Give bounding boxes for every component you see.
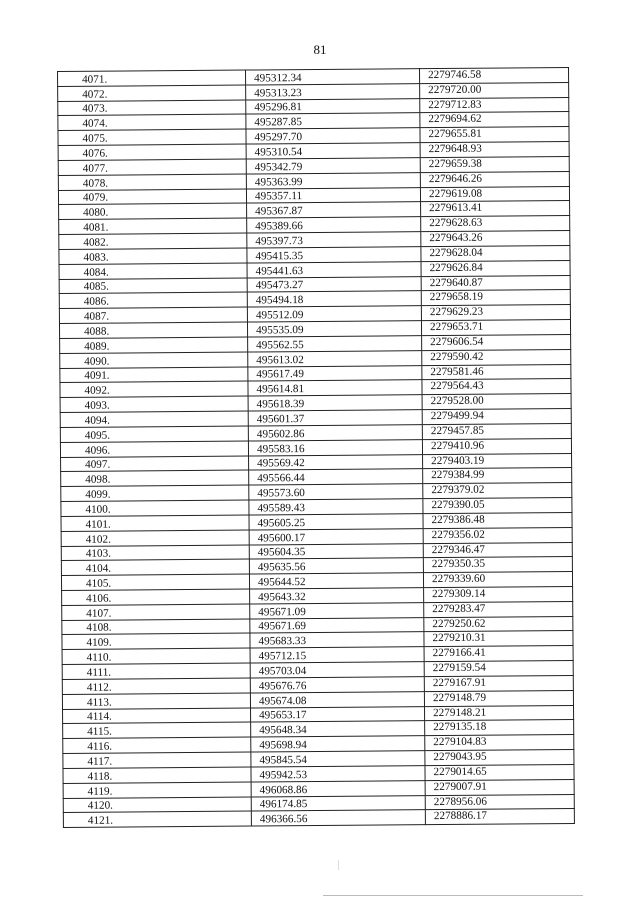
point-number-cell: 4097.: [61, 456, 249, 472]
point-number-cell: 4079.: [58, 189, 246, 205]
easting-cell: 495573.60: [249, 484, 423, 500]
point-number-cell: 4105.: [61, 574, 249, 590]
point-number-cell: 4072.: [58, 85, 246, 101]
point-number-cell: 4096.: [60, 441, 248, 457]
easting-cell: 496366.56: [251, 810, 425, 826]
easting-cell: 495441.63: [247, 261, 421, 277]
point-number-cell: 4100.: [61, 500, 249, 516]
easting-cell: 495602.86: [248, 425, 422, 441]
northing-cell: 2279014.65: [425, 764, 574, 780]
point-number-cell: 4116.: [63, 737, 251, 753]
point-number-cell: 4084.: [59, 263, 247, 279]
point-number-cell: 4121.: [63, 811, 251, 827]
point-number-cell: 4093.: [60, 396, 248, 412]
northing-cell: 2279628.04: [421, 245, 570, 261]
northing-cell: 2279658.19: [421, 290, 570, 306]
northing-cell: 2279646.26: [420, 171, 569, 187]
easting-cell: 495562.55: [248, 336, 422, 352]
northing-cell: 2279379.02: [423, 483, 572, 499]
point-number-cell: 4071.: [58, 70, 246, 86]
easting-cell: 495644.52: [249, 573, 423, 589]
easting-cell: 495942.53: [251, 766, 425, 782]
point-number-cell: 4103.: [61, 545, 249, 561]
point-number-cell: 4095.: [60, 426, 248, 442]
easting-cell: 495845.54: [251, 751, 425, 767]
northing-cell: 2279746.58: [419, 67, 568, 83]
northing-cell: 2279606.54: [422, 334, 571, 350]
point-number-cell: 4092.: [60, 381, 248, 397]
point-number-cell: 4112.: [62, 678, 250, 694]
point-number-cell: 4108.: [62, 619, 250, 635]
easting-cell: 495589.43: [249, 499, 423, 515]
page-number: 81: [313, 42, 327, 57]
easting-cell: 495712.15: [250, 647, 424, 663]
northing-cell: 2279403.19: [423, 453, 572, 469]
northing-cell: 2279613.41: [421, 201, 570, 217]
northing-cell: 2279410.96: [422, 438, 571, 454]
point-number-cell: 4104.: [61, 559, 249, 575]
easting-cell: 495535.09: [247, 321, 421, 337]
point-number-cell: 4087.: [59, 307, 247, 323]
northing-cell: 2279499.94: [422, 409, 571, 425]
easting-cell: 495310.54: [246, 143, 420, 159]
point-number-cell: 4081.: [59, 218, 247, 234]
northing-cell: 2279619.08: [420, 186, 569, 202]
easting-cell: 495297.70: [246, 128, 420, 144]
point-number-cell: 4090.: [60, 352, 248, 368]
easting-cell: 496068.86: [251, 780, 425, 796]
northing-cell: 2279528.00: [422, 394, 571, 410]
point-number-cell: 4120.: [63, 797, 251, 813]
point-number-cell: 4113.: [62, 693, 250, 709]
easting-cell: 495674.08: [250, 691, 424, 707]
point-number-cell: 4078.: [58, 174, 246, 190]
northing-cell: 2279356.02: [423, 527, 572, 543]
northing-cell: 2279167.91: [424, 675, 573, 691]
easting-cell: 495363.99: [246, 172, 420, 188]
northing-cell: 2279043.95: [425, 750, 574, 766]
point-number-cell: 4089.: [60, 337, 248, 353]
easting-cell: 495605.25: [249, 513, 423, 529]
point-number-cell: 4111.: [62, 663, 250, 679]
easting-cell: 495643.32: [250, 588, 424, 604]
point-number-cell: 4107.: [62, 604, 250, 620]
point-number-cell: 4106.: [62, 589, 250, 605]
northing-cell: 2279643.26: [421, 231, 570, 247]
northing-cell: 2279386.48: [423, 512, 572, 528]
easting-cell: 495653.17: [251, 706, 425, 722]
point-number-cell: 4118.: [63, 767, 251, 783]
easting-cell: 495614.81: [248, 380, 422, 396]
northing-cell: 2279581.46: [422, 364, 571, 380]
northing-cell: 2279159.54: [424, 661, 573, 677]
northing-cell: 2279720.00: [420, 82, 569, 98]
easting-cell: 495512.09: [247, 306, 421, 322]
easting-cell: 495473.27: [247, 276, 421, 292]
northing-cell: 2279166.41: [424, 646, 573, 662]
northing-cell: 2279628.63: [421, 216, 570, 232]
point-number-cell: 4109.: [62, 633, 250, 649]
easting-cell: 495698.94: [251, 736, 425, 752]
point-number-cell: 4098.: [61, 470, 249, 486]
easting-cell: 495569.42: [249, 454, 423, 470]
northing-cell: 2279309.14: [424, 586, 573, 602]
easting-cell: 495415.35: [247, 247, 421, 263]
point-number-cell: 4101.: [61, 515, 249, 531]
bottom-scan-line: [323, 895, 583, 896]
point-number-cell: 4117.: [63, 752, 251, 768]
point-number-cell: 4091.: [60, 367, 248, 383]
easting-cell: 495648.34: [251, 721, 425, 737]
northing-cell: 2279283.47: [424, 601, 573, 617]
point-number-cell: 4074.: [58, 115, 246, 131]
point-number-cell: 4082.: [59, 233, 247, 249]
easting-cell: 495566.44: [249, 469, 423, 485]
easting-cell: 495671.69: [250, 617, 424, 633]
point-number-cell: 4110.: [62, 648, 250, 664]
point-number-cell: 4080.: [59, 203, 247, 219]
northing-cell: 2279339.60: [423, 572, 572, 588]
northing-cell: 2279694.62: [420, 112, 569, 128]
northing-cell: 2279135.18: [425, 720, 574, 736]
point-number-cell: 4086.: [59, 292, 247, 308]
easting-cell: 495703.04: [250, 662, 424, 678]
easting-cell: 495601.37: [248, 410, 422, 426]
northing-cell: 2279148.79: [424, 690, 573, 706]
northing-cell: 2279655.81: [420, 127, 569, 143]
northing-cell: 2279629.23: [421, 305, 570, 321]
point-number-cell: 4102.: [61, 530, 249, 546]
easting-cell: 495683.33: [250, 632, 424, 648]
point-number-cell: 4115.: [63, 722, 251, 738]
point-number-cell: 4088.: [59, 322, 247, 338]
point-number-cell: 4077.: [58, 159, 246, 175]
northing-cell: 2279148.21: [425, 705, 574, 721]
easting-cell: 495389.66: [247, 217, 421, 233]
easting-cell: 495600.17: [249, 528, 423, 544]
northing-cell: 2279390.05: [423, 497, 572, 513]
easting-cell: 495617.49: [248, 365, 422, 381]
northing-cell: 2279653.71: [421, 320, 570, 336]
easting-cell: 495357.11: [246, 187, 420, 203]
table-body: [58, 67, 575, 827]
easting-cell: 495367.87: [247, 202, 421, 218]
easting-cell: 495296.81: [246, 98, 420, 114]
easting-cell: 495313.23: [246, 83, 420, 99]
easting-cell: 495342.79: [246, 158, 420, 174]
northing-cell: 2279640.87: [421, 275, 570, 291]
northing-cell: 2279648.93: [420, 142, 569, 158]
northing-cell: 2278956.06: [425, 794, 574, 810]
easting-cell: 495604.35: [249, 543, 423, 559]
point-number-cell: 4094.: [60, 411, 248, 427]
easting-cell: 495397.73: [247, 232, 421, 248]
point-number-cell: 4073.: [58, 100, 246, 116]
northing-cell: 2279384.99: [423, 468, 572, 484]
northing-cell: 2279350.35: [423, 557, 572, 573]
northing-cell: 2279712.83: [420, 97, 569, 113]
northing-cell: 2279104.83: [425, 735, 574, 751]
coordinates-table: [57, 67, 575, 828]
northing-cell: 2279210.31: [424, 631, 573, 647]
point-number-cell: 4119.: [63, 782, 251, 798]
northing-cell: 2278886.17: [425, 809, 574, 825]
easting-cell: 495494.18: [247, 291, 421, 307]
point-number-cell: 4075.: [58, 129, 246, 145]
easting-cell: 496174.85: [251, 795, 425, 811]
point-number-cell: 4099.: [61, 485, 249, 501]
point-number-cell: 4083.: [59, 248, 247, 264]
easting-cell: 495635.56: [249, 558, 423, 574]
northing-cell: 2279590.42: [422, 349, 571, 365]
point-number-cell: 4114.: [63, 708, 251, 724]
easting-cell: 495676.76: [250, 677, 424, 693]
table-row: [63, 809, 574, 828]
northing-cell: 2279457.85: [422, 423, 571, 439]
point-number-cell: 4085.: [59, 278, 247, 294]
northing-cell: 2279250.62: [424, 616, 573, 632]
scan-mark: [338, 860, 339, 870]
easting-cell: 495287.85: [246, 113, 420, 129]
northing-cell: 2279346.47: [423, 542, 572, 558]
northing-cell: 2279564.43: [422, 379, 571, 395]
northing-cell: 2279659.38: [420, 156, 569, 172]
easting-cell: 495618.39: [248, 395, 422, 411]
northing-cell: 2279007.91: [425, 779, 574, 795]
easting-cell: 495312.34: [245, 69, 419, 85]
easting-cell: 495613.02: [248, 350, 422, 366]
easting-cell: 495583.16: [248, 439, 422, 455]
point-number-cell: 4076.: [58, 144, 246, 160]
northing-cell: 2279626.84: [421, 260, 570, 276]
easting-cell: 495671.09: [250, 602, 424, 618]
